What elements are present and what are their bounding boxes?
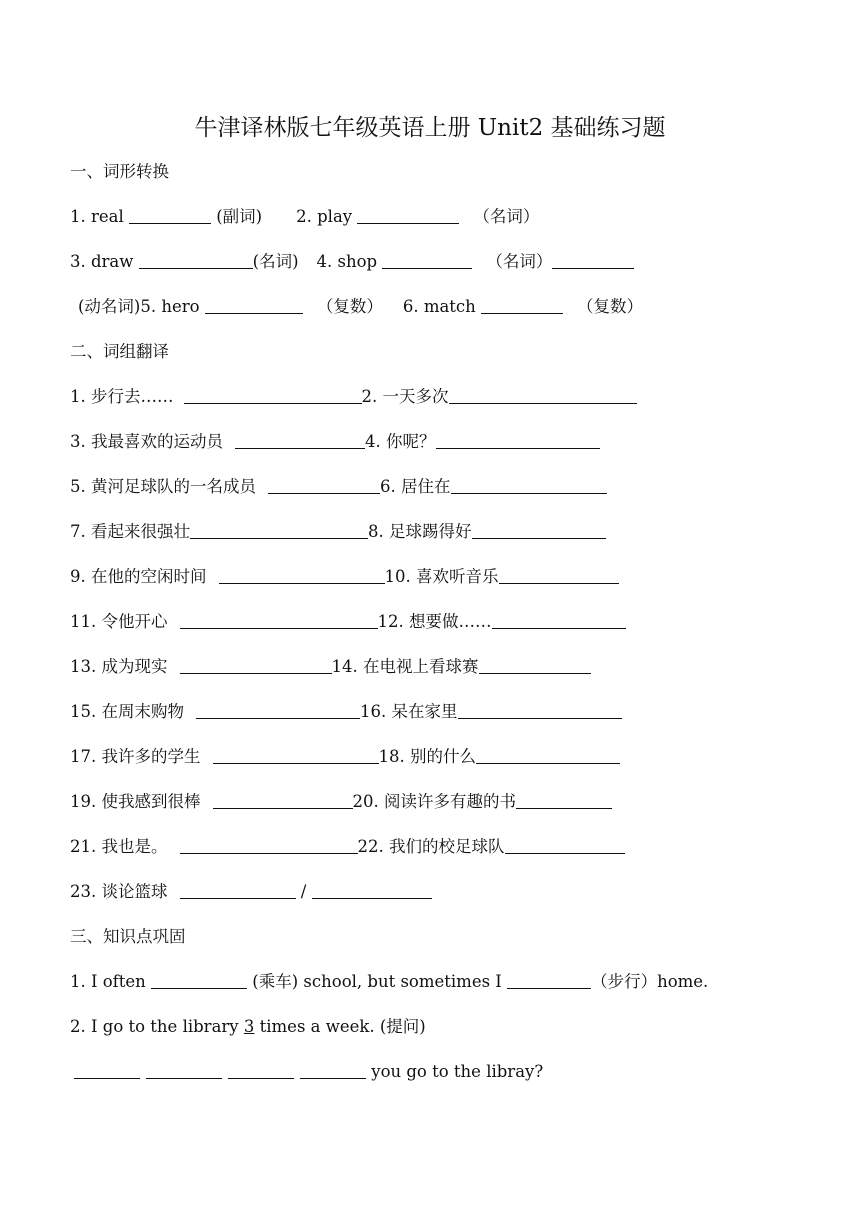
answer-blank[interactable] <box>449 385 637 404</box>
item-text: (副词) <box>211 207 263 226</box>
answer-blank[interactable] <box>74 1060 140 1079</box>
answer-blank[interactable] <box>300 1060 366 1079</box>
answer-blank[interactable] <box>146 1060 222 1079</box>
phrase-text: 8. 足球踢得好 <box>368 522 472 541</box>
item-text: (名词) <box>252 252 299 271</box>
phrase-text: 6. 居住在 <box>380 477 451 496</box>
phrase-text: 18. 别的什么 <box>378 747 476 766</box>
phrase-text: 12. 想要做…… <box>377 612 492 631</box>
phrase-text: 7. 看起来很强壮 <box>70 522 190 541</box>
question-text: （步行）home. <box>591 972 709 991</box>
answer-blank[interactable] <box>190 520 368 539</box>
page-title: 牛津译林版七年级英语上册 Unit2 基础练习题 <box>194 115 666 141</box>
answer-blank[interactable] <box>492 610 626 629</box>
item-text: 1. real <box>70 207 129 226</box>
phrase-text: 4. 你呢？ <box>365 432 436 451</box>
phrase-text: 17. 我许多的学生 <box>70 747 201 766</box>
answer-blank[interactable] <box>505 835 625 854</box>
answer-blank[interactable] <box>196 700 360 719</box>
answer-blank[interactable] <box>205 295 303 314</box>
answer-blank[interactable] <box>499 565 619 584</box>
answer-blank[interactable] <box>180 655 332 674</box>
separator: / <box>295 882 312 901</box>
answer-blank[interactable] <box>472 520 606 539</box>
answer-blank[interactable] <box>235 430 365 449</box>
section-heading-1: 一、词形转换 <box>70 162 169 181</box>
section-heading-2: 二、词组翻译 <box>70 342 169 361</box>
answer-blank[interactable] <box>357 205 459 224</box>
question-text: 2. I go to the library <box>70 1017 244 1036</box>
item-text: 3. draw <box>70 252 139 271</box>
answer-blank[interactable] <box>184 385 362 404</box>
phrase-row-23 <box>70 879 432 905</box>
answer-blank[interactable] <box>458 700 622 719</box>
item-text: (动名词)5. hero <box>78 297 205 316</box>
answer-blank[interactable] <box>312 880 432 899</box>
answer-blank[interactable] <box>151 970 247 989</box>
phrase-text: 10. 喜欢听音乐 <box>384 567 499 586</box>
phrase-text: 21. 我也是。 <box>70 837 168 856</box>
phrase-row-5 <box>70 564 619 590</box>
phrase-text: 5. 黄河足球队的一名成员 <box>70 477 256 496</box>
phrase-text: 3. 我最喜欢的运动员 <box>70 432 223 451</box>
phrase-text: 14. 在电视上看球赛 <box>331 657 479 676</box>
answer-blank[interactable] <box>507 970 591 989</box>
phrase-row-2 <box>70 429 600 455</box>
question-text: you go to the libray? <box>366 1062 544 1081</box>
item-text: 4. shop <box>316 252 383 271</box>
answer-blank[interactable] <box>268 475 380 494</box>
question-2-answer <box>74 1059 543 1085</box>
answer-blank[interactable] <box>451 475 607 494</box>
answer-blank[interactable] <box>382 250 472 269</box>
phrase-row-9 <box>70 744 620 770</box>
exercise-row-2 <box>70 249 634 275</box>
answer-blank[interactable] <box>219 565 385 584</box>
phrase-row-3 <box>70 474 607 500</box>
phrase-row-7 <box>70 654 591 680</box>
phrase-text: 2. 一天多次 <box>361 387 449 406</box>
exercise-row-3 <box>78 294 643 320</box>
phrase-text: 20. 阅读许多有趣的书 <box>352 792 516 811</box>
item-text: （名词） <box>486 252 553 271</box>
section-heading-3: 三、知识点巩固 <box>70 927 186 946</box>
phrase-row-11 <box>70 834 625 860</box>
answer-blank[interactable] <box>552 250 634 269</box>
phrase-text: 9. 在他的空闲时间 <box>70 567 207 586</box>
answer-blank[interactable] <box>436 430 600 449</box>
answer-blank[interactable] <box>481 295 563 314</box>
item-text: 6. match <box>402 297 482 316</box>
item-text: （名词） <box>473 207 540 226</box>
answer-blank[interactable] <box>228 1060 294 1079</box>
item-text: （复数） <box>577 297 644 316</box>
exercise-row-1 <box>70 204 539 230</box>
answer-blank[interactable] <box>180 610 378 629</box>
question-1 <box>70 969 708 995</box>
phrase-row-4 <box>70 519 606 545</box>
answer-blank[interactable] <box>479 655 591 674</box>
answer-blank[interactable] <box>213 790 353 809</box>
question-2 <box>70 1014 426 1040</box>
answer-blank[interactable] <box>476 745 620 764</box>
phrase-text: 23. 谈论篮球 <box>70 882 168 901</box>
phrase-text: 11. 令他开心 <box>70 612 168 631</box>
phrase-row-10 <box>70 789 612 815</box>
phrase-text: 1. 步行去…… <box>70 387 174 406</box>
phrase-text: 13. 成为现实 <box>70 657 168 676</box>
item-text: 2. play <box>296 207 358 226</box>
answer-blank[interactable] <box>129 205 211 224</box>
phrase-row-1 <box>70 384 637 410</box>
item-text: （复数） <box>316 297 383 316</box>
answer-blank[interactable] <box>516 790 612 809</box>
phrase-text: 15. 在周末购物 <box>70 702 184 721</box>
phrase-text: 19. 使我感到很棒 <box>70 792 201 811</box>
question-text: (乘车) school, but sometimes I <box>247 972 508 991</box>
answer-blank[interactable] <box>213 745 379 764</box>
phrase-row-8 <box>70 699 622 725</box>
question-text: times a week. (提问) <box>254 1017 426 1036</box>
question-text: 1. I often <box>70 972 152 991</box>
phrase-text: 16. 呆在家里 <box>360 702 458 721</box>
phrase-text: 22. 我们的校足球队 <box>357 837 505 856</box>
underlined-number: 3 <box>243 1017 255 1036</box>
answer-blank[interactable] <box>139 250 253 269</box>
answer-blank[interactable] <box>180 835 358 854</box>
answer-blank[interactable] <box>180 880 296 899</box>
phrase-row-6 <box>70 609 626 635</box>
